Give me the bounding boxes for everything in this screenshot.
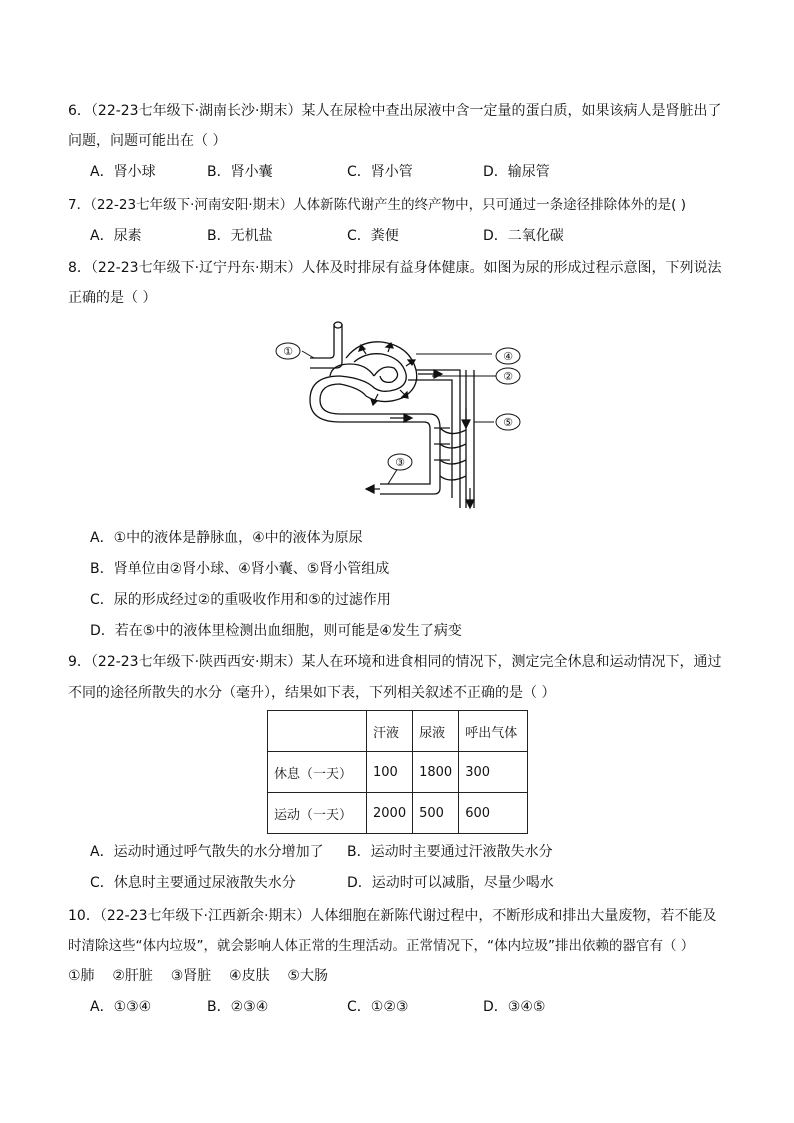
q8-option-b[interactable]: B．肾单位由②肾小球、④肾小囊、⑤肾小管组成 [90,561,390,577]
q6-options [90,162,730,182]
q7-options [90,226,730,246]
q9-options-row2 [90,873,730,893]
q10-organ-list: ①肺 ②肝脏 ③肾脏 ④皮肤 ⑤大肠 [68,968,328,984]
q7-option-a[interactable]: A．尿素 [90,228,142,244]
diagram-label-3: ③ [395,456,405,469]
q9-option-a[interactable]: A．运动时通过呼气散失的水分增加了 [90,844,324,860]
q9-stem-line1: 9．（22-23七年级下·陕西西安·期末）某人在环境和进食相同的情况下，测定完全休息和运动情况下，通过 [68,654,722,670]
q6-option-b[interactable]: B．肾小囊 [207,164,273,180]
q10-option-b[interactable]: B．②③④ [207,999,269,1015]
table-header-cell: 汗液 [367,711,413,752]
table-cell: 休息（一天） [268,752,367,793]
diagram-label-5: ⑤ [503,416,513,429]
q8-stem-line2: 正确的是（ ） [68,290,157,306]
table-row [268,752,528,793]
table-header-cell: 呼出气体 [459,711,528,752]
q9-option-d[interactable]: D．运动时可以减脂，尽量少喝水 [347,875,554,891]
q7-option-d[interactable]: D．二氧化碳 [483,228,564,244]
table-cell: 600 [459,793,528,834]
q7-option-c[interactable]: C．粪便 [347,228,399,244]
q10-stem-line1: 10．（22-23七年级下·江西新余·期末）人体细胞在新陈代谢过程中，不断形成和排出大量废物，若不能及 [68,908,717,924]
table-header-row [268,711,528,752]
table-header-cell: 尿液 [413,711,459,752]
q10-stem-line2: 时清除这些“体内垃圾”，就会影响人体正常的生理活动。正常情况下，“体内垃圾”排出依赖的器官有（ ） [68,938,695,954]
diagram-label-4: ④ [503,350,513,363]
q9-options-row1 [90,842,730,862]
q6-option-a[interactable]: A．肾小球 [90,164,156,180]
q10-option-d[interactable]: D．③④⑤ [483,999,546,1015]
table-row [268,793,528,834]
table-cell: 1800 [413,752,459,793]
water-loss-table [267,710,528,834]
q10-option-a[interactable]: A．①③④ [90,999,152,1015]
table-cell: 运动（一天） [268,793,367,834]
q6-option-d[interactable]: D．输尿管 [483,164,550,180]
q10-options [90,997,730,1017]
table-cell: 300 [459,752,528,793]
q9-option-b[interactable]: B．运动时主要通过汗液散失水分 [347,844,553,860]
nephron-diagram [270,318,530,513]
table-cell: 500 [413,793,459,834]
q8-option-d[interactable]: D．若在⑤中的液体里检测出血细胞，则可能是④发生了病变 [90,623,462,639]
q6-stem-line1: 6．（22-23七年级下·湖南长沙·期末）某人在尿检中查出尿液中含一定量的蛋白质，如果该病人是肾脏出了 [68,103,722,119]
q8-option-c[interactable]: C．尿的形成经过②的重吸收作用和⑤的过滤作用 [90,592,391,608]
q7-stem-line1: 7．（22-23七年级下·河南安阳·期末）人体新陈代谢产生的终产物中，只可通过一条途径排除体外的是( ) [68,197,686,213]
q7-option-b[interactable]: B．无机盐 [207,228,273,244]
q8-stem-line1: 8．（22-23七年级下·辽宁丹东·期末）人体及时排尿有益身体健康。如图为尿的形成过程示意图，下列说法 [68,260,722,276]
table-header-cell [268,711,367,752]
q9-option-c[interactable]: C．休息时主要通过尿液散失水分 [90,875,296,891]
diagram-label-2: ② [503,370,513,383]
diagram-label-1: ① [283,345,293,358]
q6-option-c[interactable]: C．肾小管 [347,164,413,180]
table-cell: 100 [367,752,413,793]
q9-stem-line2: 不同的途径所散失的水分（毫升），结果如下表，下列相关叙述不正确的是（ ） [68,685,556,701]
q10-option-c[interactable]: C．①②③ [347,999,409,1015]
table-cell: 2000 [367,793,413,834]
q8-option-a[interactable]: A．①中的液体是静脉血，④中的液体为原尿 [90,530,363,546]
q6-stem-line2: 问题，问题可能出在（ ） [68,133,227,149]
